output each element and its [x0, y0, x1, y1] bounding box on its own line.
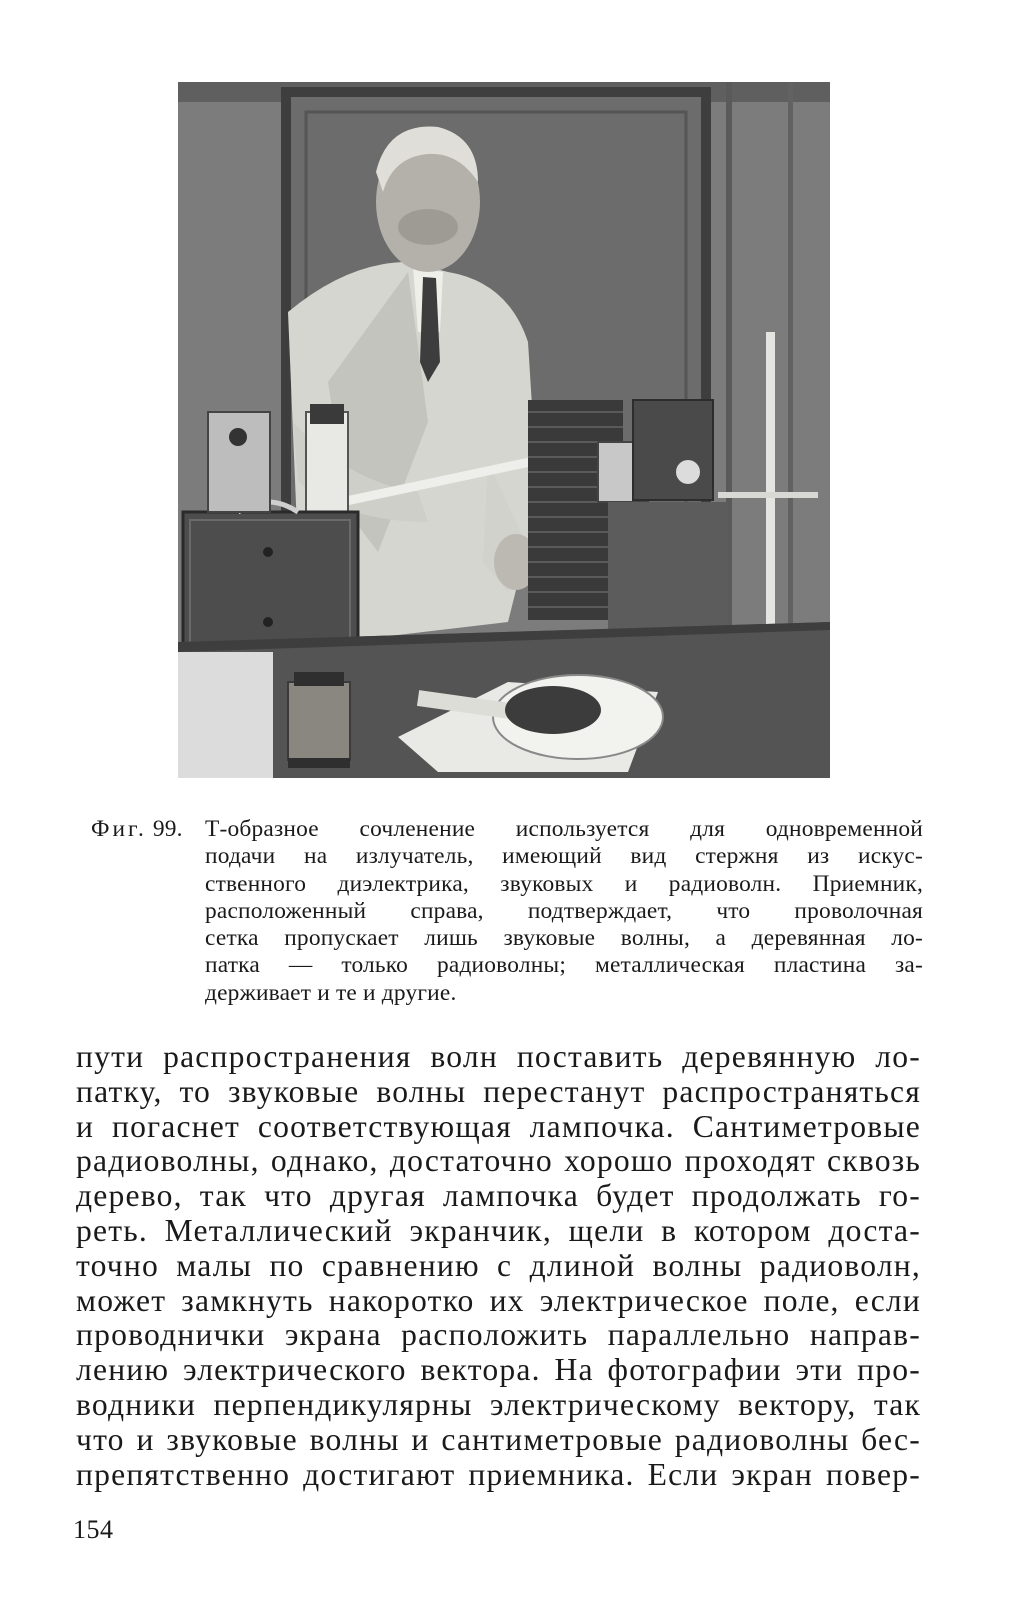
body-line: водники перпендикулярны электрическому вектору, так [76, 1386, 921, 1422]
figure-caption-text [205, 816, 923, 1007]
figure-label-prefix: Фиг. [91, 816, 147, 842]
body-line: проводнички экрана расположить параллельно направ- [76, 1317, 921, 1353]
body-line: может замкнуть накоротко их электрическое поле, если [76, 1282, 921, 1318]
caption-line: держивает и те и другие. [205, 979, 457, 1006]
caption-line: подачи на излучатель, имеющий вид стержня из искус- [205, 843, 923, 870]
caption-line: патка — только радиоволны; металлическая пластина за- [205, 952, 923, 979]
body-line: радиоволны, однако, достаточно хорошо проходят сквозь [76, 1143, 921, 1179]
caption-line: расположенный справа, подтверждает, что проволочная [205, 897, 923, 924]
caption-line: сетка пропускает лишь звуковые волны, а деревянная ло- [205, 925, 923, 952]
body-line: пути распространения волн поставить деревянную ло- [76, 1039, 921, 1074]
body-paragraph [76, 1040, 921, 1492]
figure-label-number: 99. [152, 816, 183, 842]
body-line: точно малы по сравнению с длиной волны радиоволн, [76, 1247, 921, 1283]
caption-line: Т-образное сочленение используется для одновременной [205, 816, 923, 842]
body-line: патку, то звуковые волны перестанут распространяться [76, 1073, 921, 1109]
body-line: дерево, так что другая лампочка будет продолжать го- [76, 1178, 921, 1214]
page-number: 154 [73, 1515, 114, 1544]
body-line: препятственно достигают приемника. Если экран повер- [76, 1456, 921, 1492]
figure-caption [91, 816, 923, 1007]
body-line: реть. Металлический экранчик, щели в котором доста- [76, 1212, 921, 1248]
body-line: и погаснет соответствующая лампочка. Сантиметровые [76, 1108, 921, 1144]
body-line: лению электрического вектора. На фотографии эти про- [76, 1352, 921, 1388]
body-line: что и звуковые волны и сантиметровые радиоволны бес- [76, 1421, 921, 1457]
figure-photo [178, 82, 830, 778]
figure-label [91, 816, 205, 843]
caption-line: ственного диэлектрика, звуковых и радиоволн. Приемник, [205, 870, 923, 897]
